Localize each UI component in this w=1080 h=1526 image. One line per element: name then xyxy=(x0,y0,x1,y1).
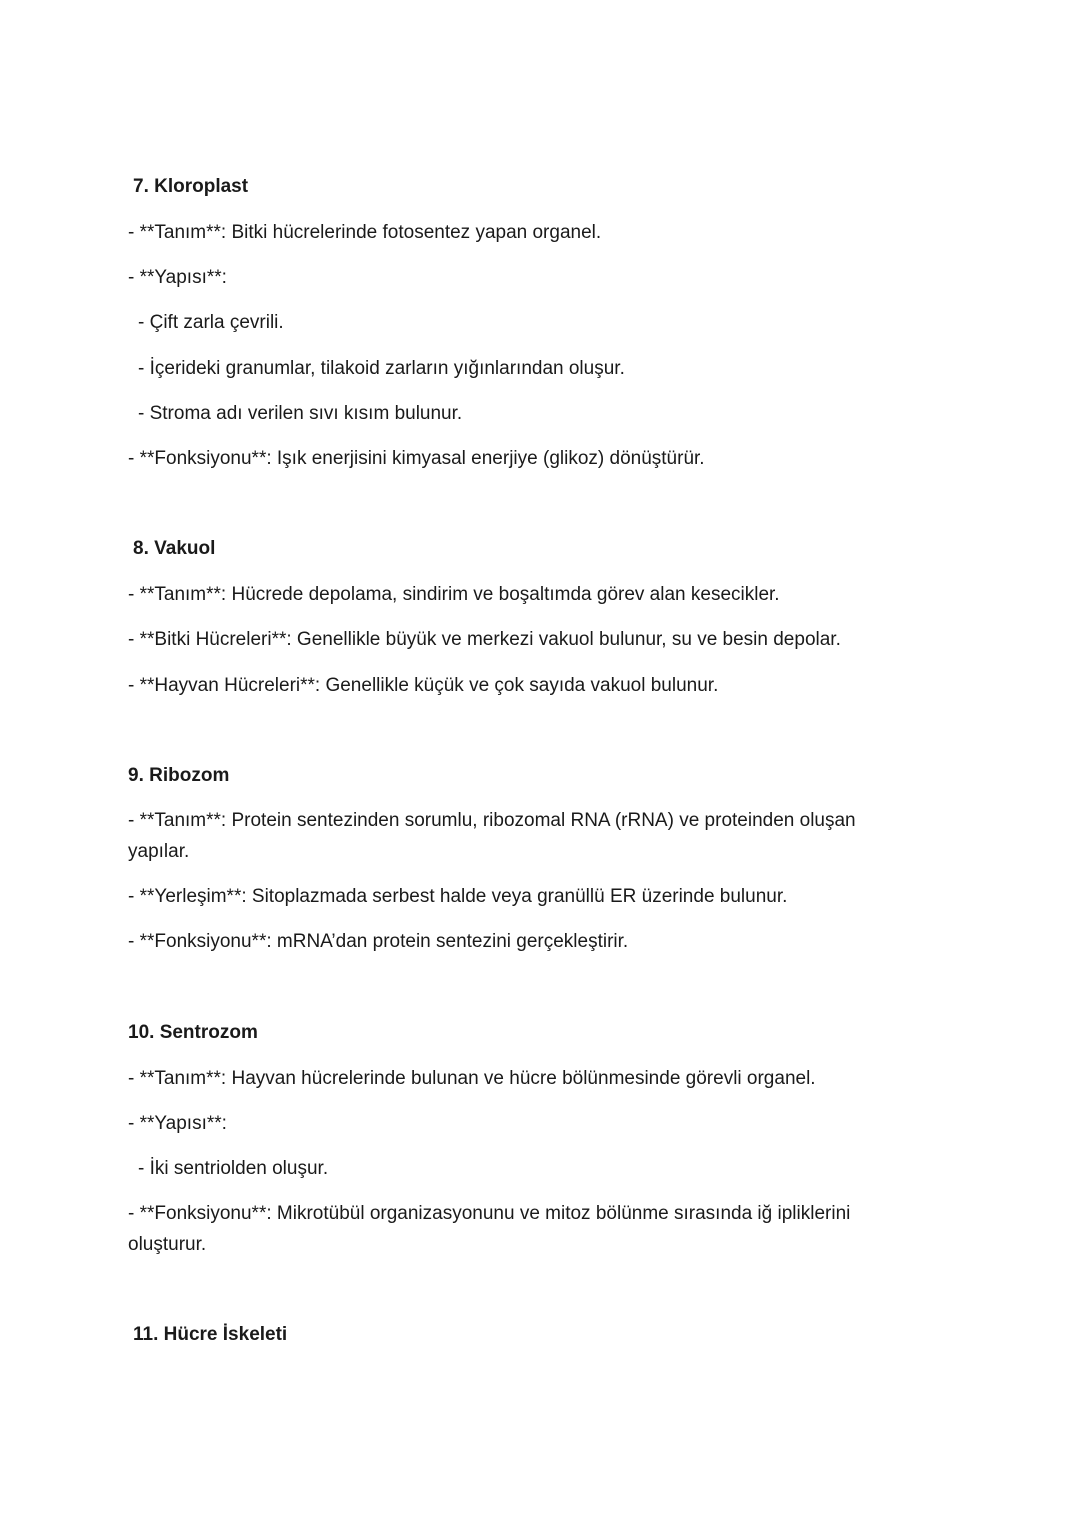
sentrozom-line-fonksiyonu-cont: oluşturur. xyxy=(128,1234,207,1255)
kloroplast-line-yapisi: - **Yapısı**: xyxy=(128,267,227,288)
vakuol-line-bitki: - **Bitki Hücreleri**: Genellikle büyük ve merkezi vakuol bulunur, su ve besin depolar. xyxy=(128,629,841,650)
ribozom-line-tanim: - **Tanım**: Protein sentezinden sorumlu, ribozomal RNA (rRNA) ve proteinden oluşan xyxy=(128,810,856,831)
section-heading-kloroplast: 7. Kloroplast xyxy=(133,176,249,197)
kloroplast-line-tanim: - **Tanım**: Bitki hücrelerinde fotosentez yapan organel. xyxy=(128,222,602,243)
kloroplast-line-sub-2: - İçerideki granumlar, tilakoid zarların yığınlarından oluşur. xyxy=(138,358,625,379)
section-heading-vakuol: 8. Vakuol xyxy=(133,538,216,559)
kloroplast-line-sub-3: - Stroma adı verilen sıvı kısım bulunur. xyxy=(138,403,463,424)
vakuol-line-hayvan: - **Hayvan Hücreleri**: Genellikle küçük ve çok sayıda vakuol bulunur. xyxy=(128,675,719,696)
ribozom-line-yerlesim: - **Yerleşim**: Sitoplazmada serbest halde veya granüllü ER üzerinde bulunur. xyxy=(128,886,788,907)
sentrozom-line-fonksiyonu: - **Fonksiyonu**: Mikrotübül organizasyonunu ve mitoz bölünme sırasında iğ ipliklerini xyxy=(128,1203,851,1224)
vakuol-line-tanim: - **Tanım**: Hücrede depolama, sindirim ve boşaltımda görev alan kesecikler. xyxy=(128,584,780,605)
kloroplast-line-sub-1: - Çift zarla çevrili. xyxy=(138,312,284,333)
ribozom-line-tanim-cont: yapılar. xyxy=(128,841,190,862)
sentrozom-line-yapisi: - **Yapısı**: xyxy=(128,1113,227,1134)
sentrozom-line-tanim: - **Tanım**: Hayvan hücrelerinde bulunan ve hücre bölünmesinde görevli organel. xyxy=(128,1068,816,1089)
ribozom-line-fonksiyonu: - **Fonksiyonu**: mRNA’dan protein sentezini gerçekleştirir. xyxy=(128,931,629,952)
kloroplast-line-fonksiyonu: - **Fonksiyonu**: Işık enerjisini kimyasal enerjiye (glikoz) dönüştürür. xyxy=(128,448,705,469)
section-heading-ribozom: 9. Ribozom xyxy=(128,765,230,786)
sentrozom-line-sub-1: - İki sentriolden oluşur. xyxy=(138,1158,329,1179)
section-heading-sentrozom: 10. Sentrozom xyxy=(128,1022,258,1043)
section-heading-hucre-iskeleti: 11. Hücre İskeleti xyxy=(133,1324,288,1345)
